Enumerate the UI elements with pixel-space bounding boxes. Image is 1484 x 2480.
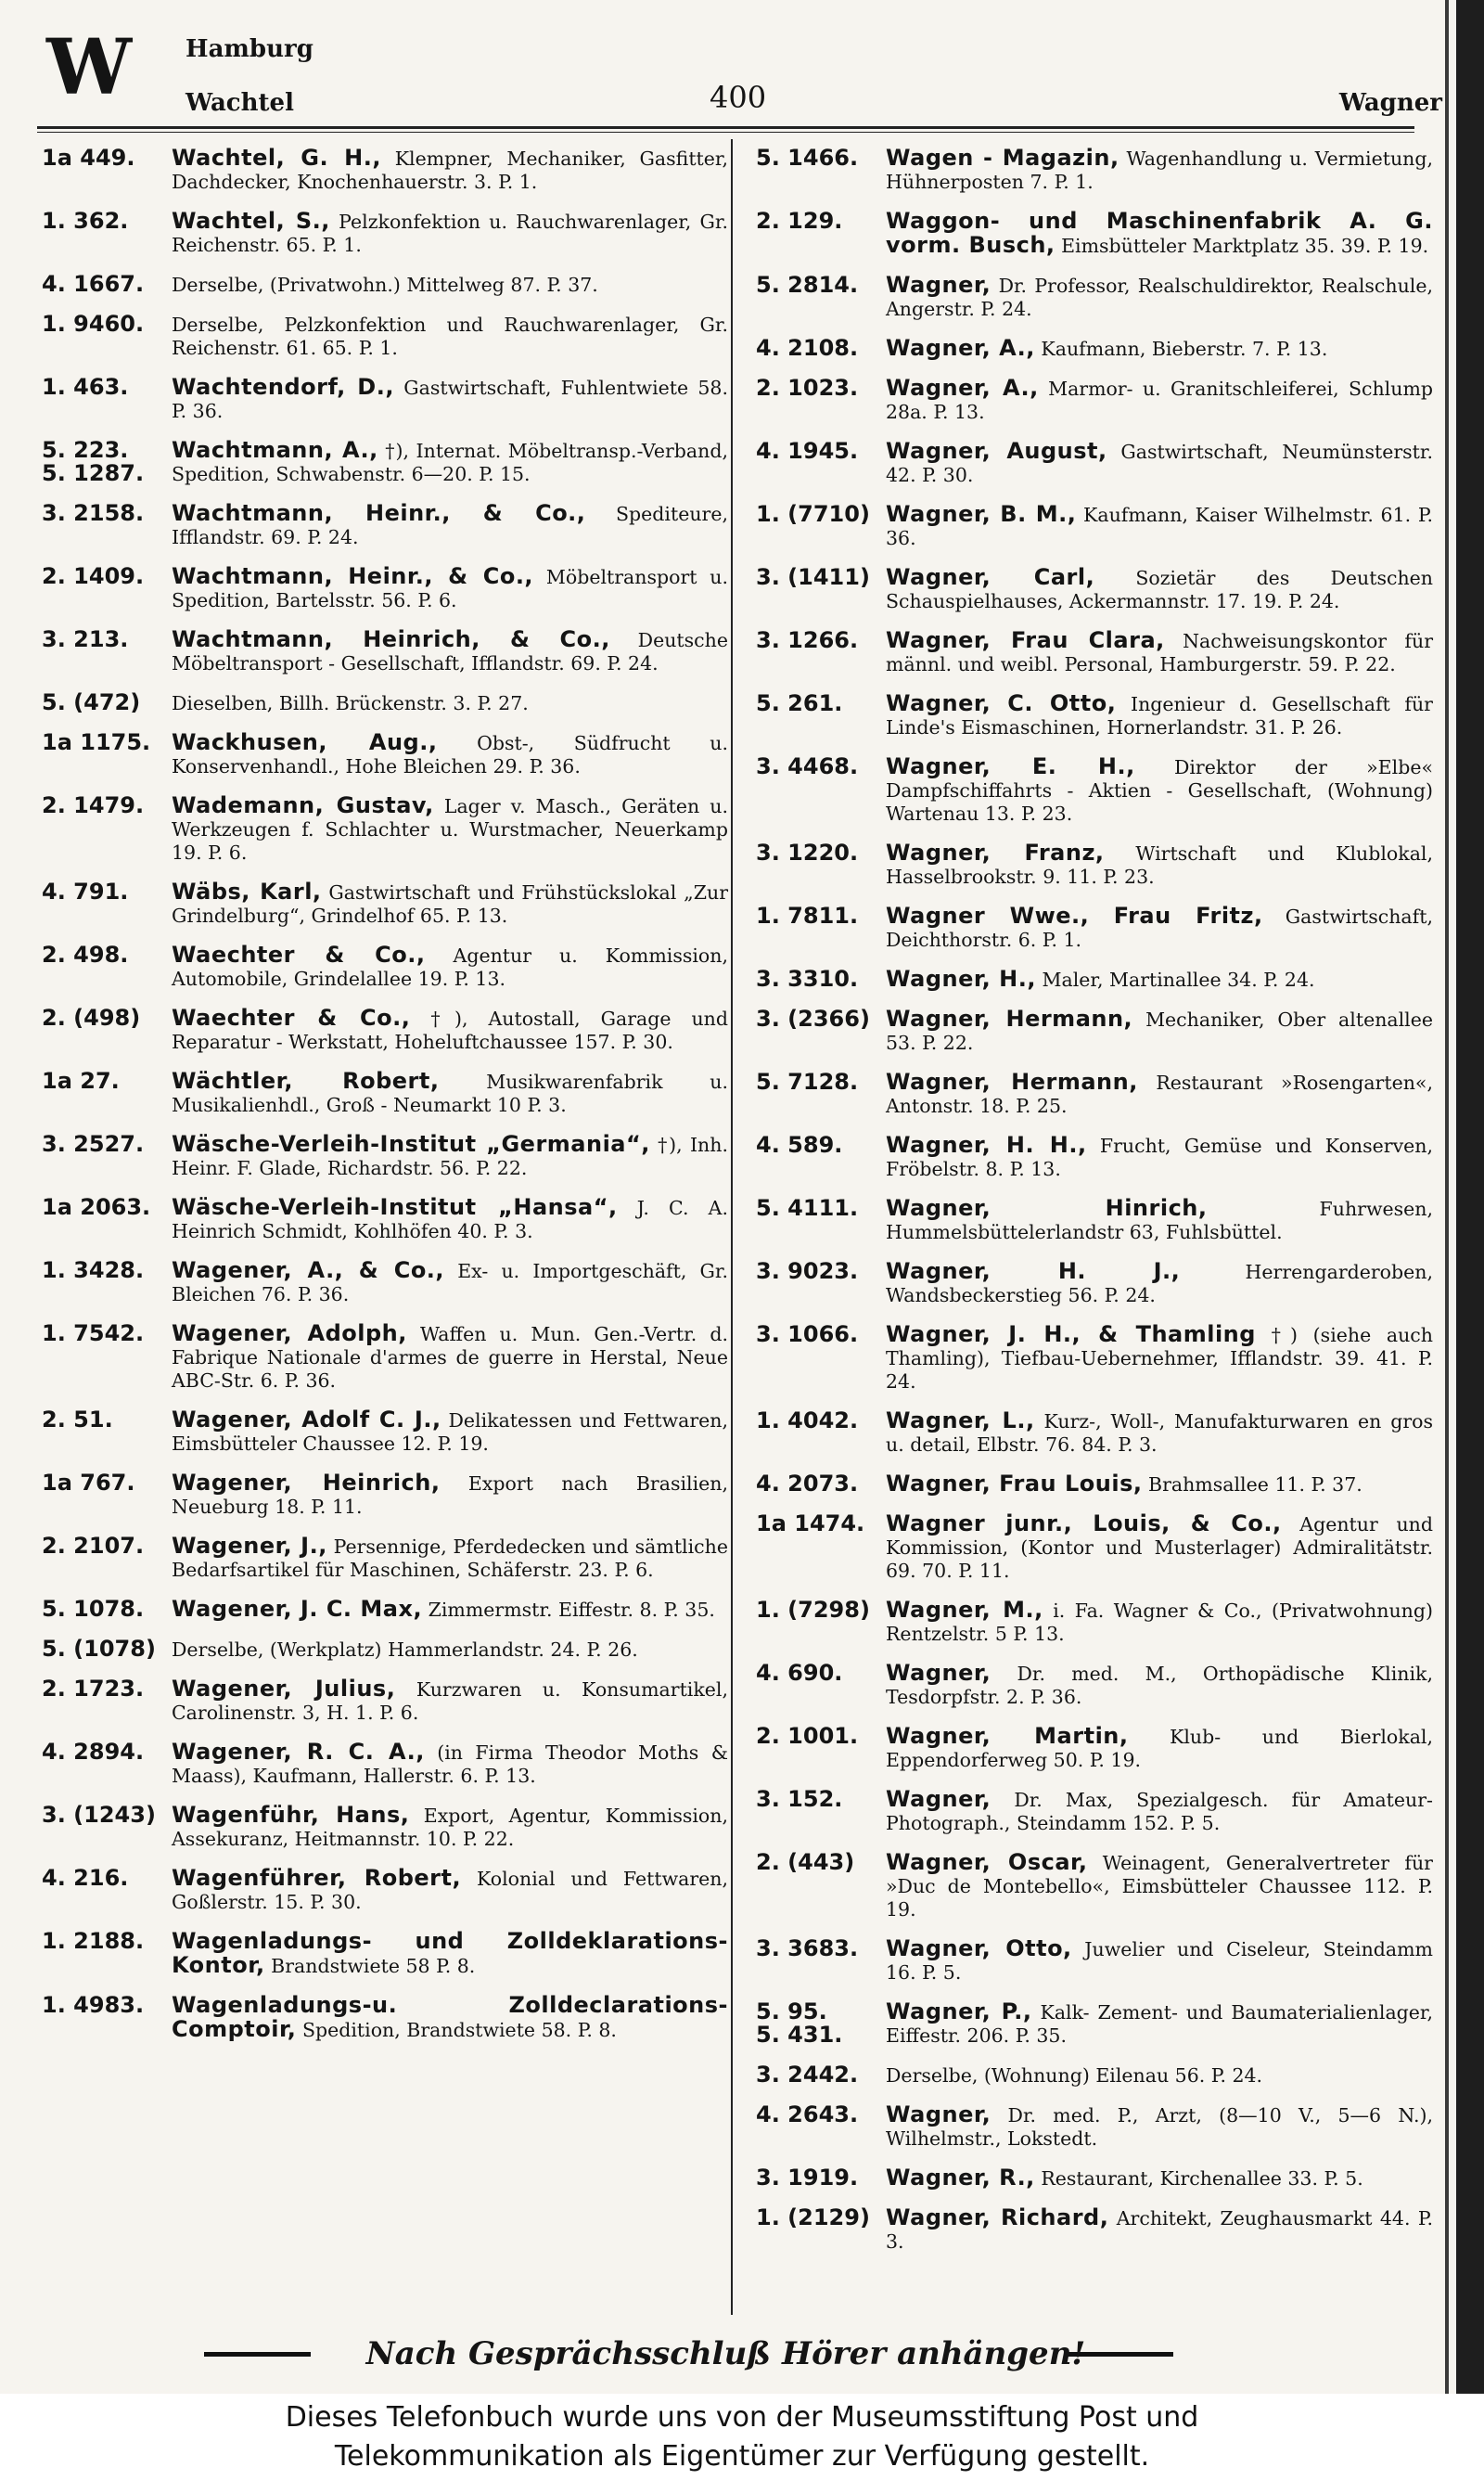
directory-entry: [756, 2063, 1433, 2088]
subscriber-name: Wagner, Frau Clara,: [886, 627, 1165, 653]
directory-entry: [42, 628, 728, 675]
phone-number: 2. 129.: [756, 208, 843, 234]
directory-entry: [756, 1851, 1433, 1921]
hang-up-notice: Nach Gesprächsschluß Hörer anhängen!: [365, 2335, 1086, 2372]
phone-number: 2. 498.: [42, 942, 129, 968]
phone-number: 1. (7298): [756, 1597, 870, 1623]
phone-number: 1a 449.: [42, 145, 135, 171]
subscriber-name: Wagner, R.,: [886, 2165, 1035, 2191]
subscriber-name: Wagenladungs-u. Zolldeclarations-Comptoir,: [172, 1992, 728, 2042]
subscriber-name: Wagner, B. M.,: [886, 501, 1077, 527]
directory-entry: [756, 147, 1433, 194]
directory-entry: [42, 1741, 728, 1788]
phone-number: 5. 7128.: [756, 1069, 859, 1095]
phone-number: 2. 1723.: [42, 1676, 145, 1702]
phone-number: 1. 4983.: [42, 1992, 145, 2018]
directory-entry: [756, 1472, 1433, 1497]
subscriber-name: Wachtel, G. H.,: [172, 145, 381, 171]
directory-entry: [42, 439, 728, 486]
entry-details: Frucht, Gemüse und Konserven, Fröbelstr. 8. P. 13.: [886, 1135, 1433, 1180]
directory-entry: [42, 944, 728, 991]
subscriber-name: Wagner, P.,: [886, 1998, 1032, 2024]
entry-details: Export, Agentur, Kommission, Assekuranz, Heitmannstr. 10. P. 22.: [172, 1805, 728, 1850]
entry-details: Waffen u. Mun. Gen.-Vertr. d. Fabrique Nationale d'armes de guerre in Herstal, Neue ABC-Str. 6. P. 36.: [172, 1323, 728, 1392]
city-name: Hamburg: [186, 35, 313, 63]
phone-number: 2. 51.: [42, 1407, 113, 1433]
phone-number: 3. 1066.: [756, 1321, 859, 1347]
subscriber-name: Wagner, A.,: [886, 335, 1035, 361]
directory-entry: [42, 1804, 728, 1851]
directory-entry: [42, 147, 728, 194]
entry-details: J. C. A. Heinrich Schmidt, Kohlhöfen 40. P. 3.: [172, 1197, 728, 1242]
phone-number: 3. 1220.: [756, 840, 859, 866]
subscriber-name: Wäsche-Verleih-Institut „Hansa“,: [172, 1194, 618, 1220]
directory-entry: [756, 503, 1433, 550]
directory-entry: [42, 1677, 728, 1725]
phone-number: 3. 1919.: [756, 2165, 859, 2191]
page-edge-line: [1445, 0, 1449, 2394]
entry-details: †), Inh. Heinr. F. Glade, Richardstr. 56. P. 22.: [172, 1134, 728, 1179]
subscriber-name: Wagner junr., Louis, & Co.,: [886, 1510, 1282, 1536]
phone-number: 1. 7542.: [42, 1320, 145, 1346]
directory-entry: [42, 210, 728, 257]
phone-number: 5. 1466.: [756, 145, 859, 171]
directory-entry: [756, 1512, 1433, 1583]
right-column: [756, 147, 1433, 2269]
caption-line-2: Telekommunikation als Eigentümer zur Verfügung gestellt.: [334, 2440, 1150, 2473]
directory-entry: [42, 1867, 728, 1914]
phone-number: 3. 2158.: [42, 500, 145, 526]
directory-entry: [756, 1008, 1433, 1055]
phone-number: 3. 3310.: [756, 966, 859, 992]
directory-entry: [42, 1408, 728, 1456]
entry-details: Agentur und Kommission, (Kontor und Musterlager) Admiralitätstr. 69. 70. P. 11.: [886, 1513, 1433, 1582]
subscriber-name: Wachtmann, Heinrich, & Co.,: [172, 626, 610, 652]
subscriber-name: Wagner, J. H., & Thamling: [886, 1321, 1256, 1347]
subscriber-name: Wagener, R. C. A.,: [172, 1739, 425, 1765]
entry-details: Kurzwaren u. Konsumartikel, Carolinenstr. 3, H. 1. P. 6.: [172, 1678, 728, 1724]
entry-details: Export nach Brasilien, Neueburg 18. P. 11.: [172, 1472, 728, 1518]
entry-details: Kaufmann, Bieberstr. 7. P. 13.: [1041, 338, 1328, 360]
directory-entry: [756, 337, 1433, 361]
phone-number: 3. 152.: [756, 1786, 843, 1812]
phone-number: 4. 690.: [756, 1660, 843, 1686]
phone-number: 1. 9460.: [42, 311, 145, 337]
directory-entry: [42, 1259, 728, 1306]
entry-details: Deutsche Möbeltransport - Gesellschaft, Ifflandstr. 69. P. 24.: [172, 629, 728, 675]
directory-entry: [42, 376, 728, 423]
subscriber-name: Wagner, E. H.,: [886, 753, 1135, 779]
subscriber-name: Wagner,: [886, 272, 991, 298]
entry-details: Brandstwiete 58 P. 8.: [271, 1955, 476, 1977]
phone-number: 3. 3683.: [756, 1935, 859, 1961]
subscriber-name: Wagner, Martin,: [886, 1723, 1129, 1749]
entry-details: Gastwirtschaft, Deichthorstr. 6. P. 1.: [886, 906, 1433, 951]
subscriber-name: Wagner, H. H.,: [886, 1132, 1087, 1158]
phone-number: 1a 27.: [42, 1068, 120, 1094]
entry-details: †) (siehe auch Thamling), Tiefbau-Uebernehmer, Ifflandstr. 39. 41. P. 24.: [886, 1324, 1433, 1393]
header-rule: [37, 126, 1414, 129]
subscriber-name: Wagner, Hinrich,: [886, 1195, 1208, 1221]
phone-number: 1. (2129): [756, 2204, 870, 2230]
page-header: [37, 23, 1452, 128]
phone-number: 1. 463.: [42, 374, 129, 400]
directory-entry: [42, 502, 728, 549]
directory-entry: [756, 210, 1433, 258]
phone-number: 5. 1078.: [42, 1596, 145, 1622]
entry-details: †), Internat. Möbeltransp.-Verband, Spedition, Schwabenstr. 6—20. P. 15.: [172, 440, 728, 485]
entry-details: Ingenieur d. Gesellschaft für Linde's Eismaschinen, Hornerlandstr. 31. P. 26.: [886, 693, 1433, 739]
subscriber-name: Wagenführ, Hans,: [172, 1802, 410, 1828]
subscriber-name: Wagener, Julius,: [172, 1676, 396, 1702]
directory-entry: [756, 629, 1433, 676]
entry-details: Dr. Professor, Realschuldirektor, Realschule, Angerstr. P. 24.: [886, 275, 1433, 320]
phone-number: 4. 2108.: [756, 335, 859, 361]
entry-details: †), Autostall, Garage und Reparatur - Werkstatt, Hoheluftchaussee 157. P. 30.: [172, 1008, 728, 1053]
directory-entry: [42, 1535, 728, 1582]
directory-entry: [42, 1133, 728, 1180]
entry-details: Gastwirtschaft und Frühstückslokal „Zur Grindelburg“, Grindelhof 65. P. 13.: [172, 881, 728, 927]
directory-entry: [756, 1937, 1433, 1985]
directory-entry: [42, 1930, 728, 1978]
directory-entry: [756, 1409, 1433, 1457]
directory-entry: [756, 274, 1433, 321]
directory-entry: [756, 2206, 1433, 2254]
entry-details: Klub- und Bierlokal, Eppendorferweg 50. P. 19.: [886, 1726, 1433, 1771]
phone-number: 3. (1411): [756, 564, 870, 590]
phone-number: 1. 362.: [42, 208, 129, 234]
entry-details: Marmor- u. Granitschleiferei, Schlump 28a. P. 13.: [886, 378, 1434, 423]
directory-entry: [756, 1599, 1433, 1646]
entry-details: Architekt, Zeughausmarkt 44. P. 3.: [886, 2207, 1434, 2253]
phone-number: 3. 2442.: [756, 2062, 859, 2088]
directory-entry: [42, 1994, 728, 2042]
directory-entry: [756, 755, 1433, 826]
directory-entry: [756, 1197, 1433, 1244]
entry-details: Maler, Martinallee 34. P. 24.: [1042, 969, 1315, 991]
phone-number: 4. 589.: [756, 1132, 843, 1158]
entry-details: Kaufmann, Kaiser Wilhelmstr. 61. P. 36.: [886, 504, 1433, 549]
entry-details: Restaurant, Kirchenallee 33. P. 5.: [1041, 2167, 1363, 2190]
directory-entry: [42, 273, 728, 297]
entry-details: Weinagent, Generalvertreter für »Duc de Montebello«, Eimsbütteler Chaussee 112. P. 19.: [886, 1852, 1433, 1921]
entry-details: Wirtschaft und Klublokal, Hasselbrookstr. 9. 11. P. 23.: [886, 842, 1433, 888]
subscriber-name: Wachtmann, Heinr., & Co.,: [172, 563, 534, 589]
entry-details: Dr. Max, Spezialgesch. für Amateur-Photograph., Steindamm 152. P. 5.: [886, 1789, 1433, 1834]
entry-details: Persennige, Pferdedecken und sämtliche Bedarfsartikel für Maschinen, Schäferstr. 23. P. 6.: [172, 1536, 728, 1581]
directory-entry: [756, 905, 1433, 952]
subscriber-name: Wagner, August,: [886, 438, 1107, 464]
caption-line-1: Dieses Telefonbuch wurde uns von der Museumsstiftung Post und: [285, 2401, 1199, 2434]
directory-entry: [756, 1260, 1433, 1307]
subscriber-name: Wagner, M.,: [886, 1597, 1043, 1623]
directory-entry: [42, 1070, 728, 1117]
entry-details: Brahmsallee 11. P. 37.: [1148, 1473, 1362, 1496]
phone-number: 3. 1266.: [756, 627, 859, 653]
entry-details: Ex- u. Importgeschäft, Gr. Bleichen 76. P. 36.: [172, 1260, 728, 1305]
entry-details: Derselbe, (Wohnung) Eilenau 56. P. 24.: [886, 2064, 1263, 2087]
entry-details: Obst-, Südfrucht u. Konservenhandl., Hohe Bleichen 29. P. 36.: [172, 732, 728, 777]
entry-details: Sozietär des Deutschen Schauspielhauses, Ackermannstr. 17. 19. P. 24.: [886, 567, 1433, 612]
phone-number: 4. 216.: [42, 1865, 129, 1891]
directory-entry: [42, 1471, 728, 1519]
subscriber-name: Wagner, Frau Louis,: [886, 1471, 1143, 1497]
phone-number: 1. 4042.: [756, 1407, 859, 1433]
directory-entry: [756, 2166, 1433, 2191]
directory-entry: [756, 1134, 1433, 1181]
entry-details: Agentur u. Kommission, Automobile, Grindelallee 19. P. 13.: [172, 944, 728, 990]
subscriber-name: Wagner,: [886, 2101, 991, 2127]
phone-number: 5. (1078): [42, 1636, 156, 1662]
directory-entry: [756, 842, 1433, 889]
donor-caption: [0, 2398, 1484, 2476]
subscriber-name: Wagner Wwe., Frau Fritz,: [886, 903, 1263, 929]
phone-number: 3. (2366): [756, 1006, 870, 1032]
phone-number: 4. 2643.: [756, 2101, 859, 2127]
entry-details: Pelzkonfektion u. Rauchwarenlager, Gr. Reichenstr. 65. P. 1.: [172, 211, 728, 256]
directory-entry: [42, 313, 728, 360]
left-column: [42, 147, 728, 2058]
first-keyword: Wachtel: [186, 89, 294, 117]
directory-entry: [756, 692, 1433, 739]
directory-entry: [756, 2000, 1433, 2048]
subscriber-name: Wagener, A., & Co.,: [172, 1257, 445, 1283]
entry-details: (in Firma Theodor Moths & Maass), Kaufmann, Hallerstr. 6. P. 13.: [172, 1741, 728, 1787]
entry-details: Musikwarenfabrik u. Musikalienhdl., Groß - Neumarkt 10 P. 3.: [172, 1071, 728, 1116]
phone-number: 1a 1474.: [756, 1510, 865, 1536]
subscriber-name: Wagner, A.,: [886, 375, 1039, 401]
directory-entry: [756, 968, 1433, 992]
entry-details: Möbeltransport u. Spedition, Bartelsstr. 56. P. 6.: [172, 566, 728, 611]
entry-details: Mechaniker, Ober altenallee 53. P. 22.: [886, 1009, 1434, 1054]
entry-details: Dr. med. M., Orthopädische Klinik, Tesdorpfstr. 2. P. 36.: [886, 1663, 1433, 1708]
directory-entry: [42, 1196, 728, 1243]
last-keyword: Wagner: [1338, 89, 1442, 117]
entry-details: Wagenhandlung u. Vermietung, Hühnerposten 7. P. 1.: [886, 148, 1433, 193]
entry-details: Nachweisungskontor für männl. und weibl. Personal, Hamburgerstr. 59. P. 22.: [886, 630, 1433, 675]
phone-number: 3. (1243): [42, 1802, 156, 1828]
directory-entry: [756, 440, 1433, 487]
directory-entry: [42, 1322, 728, 1393]
subscriber-name: Wagner, Richard,: [886, 2204, 1109, 2230]
subscriber-name: Wagener, J.,: [172, 1533, 327, 1559]
phone-number: 3. 4468.: [756, 753, 859, 779]
phone-number: 1. 7811.: [756, 903, 859, 929]
entry-details: Derselbe, (Werkplatz) Hammerlandstr. 24. P. 26.: [172, 1638, 638, 1661]
phone-number: 2. (443): [756, 1849, 855, 1875]
subscriber-name: Wademann, Gustav,: [172, 792, 434, 818]
phone-number: 3. 213.: [42, 626, 129, 652]
phone-number: 2. 1479.: [42, 792, 145, 818]
directory-entry: [42, 880, 728, 928]
subscriber-name: Wagner, Franz,: [886, 840, 1105, 866]
entry-details: Herrengarderoben, Wandsbeckerstieg 56. P. 24.: [886, 1261, 1433, 1306]
subscriber-name: Wachtmann, A.,: [172, 437, 378, 463]
subscriber-name: Wagen - Magazin,: [886, 145, 1119, 171]
entry-details: Eimsbütteler Marktplatz 35. 39. P. 19.: [1061, 235, 1429, 257]
subscriber-name: Wächtler, Robert,: [172, 1068, 440, 1094]
phone-number: 2. 1023.: [756, 375, 859, 401]
phone-number: 2. 2107.: [42, 1533, 145, 1559]
phone-number: 1a 1175.: [42, 729, 151, 755]
phone-number: 5. 223. 5. 1287.: [42, 437, 145, 486]
phone-number: 2. (498): [42, 1005, 141, 1031]
directory-entry: [756, 1071, 1433, 1118]
subscriber-name: Wäbs, Karl,: [172, 879, 322, 905]
directory-entry: [756, 2103, 1433, 2151]
entry-details: Kolonial und Fettwaren, Goßlerstr. 15. P. 30.: [172, 1868, 728, 1913]
page-number: 400: [710, 80, 767, 115]
subscriber-name: Wachtel, S.,: [172, 208, 330, 234]
entry-details: Delikatessen und Fettwaren, Eimsbütteler Chaussee 12. P. 19.: [172, 1409, 728, 1455]
entry-details: Fuhrwesen, Hummelsbüttelerlandstr 63, Fuhlsbüttel.: [886, 1198, 1433, 1243]
entry-details: Derselbe, (Privatwohn.) Mittelweg 87. P. 37.: [172, 274, 598, 296]
phone-number: 3. 2527.: [42, 1131, 145, 1157]
subscriber-name: Wackhusen, Aug.,: [172, 729, 438, 755]
subscriber-name: Wagenführer, Robert,: [172, 1865, 462, 1891]
entry-details: Derselbe, Pelzkonfektion und Rauchwarenlager, Gr. Reichenstr. 61. 65. P. 1.: [172, 314, 728, 359]
phone-number: 5. 2814.: [756, 272, 859, 298]
entry-details: Spediteure, Ifflandstr. 69. P. 24.: [172, 503, 728, 548]
directory-entry: [756, 566, 1433, 613]
entry-details: Kalk- Zement- und Baumaterialienlager, Eiffestr. 206. P. 35.: [886, 2001, 1433, 2047]
directory-entry: [42, 1598, 728, 1622]
page-edge: [1456, 0, 1484, 2394]
directory-entry: [756, 1725, 1433, 1772]
subscriber-name: Wagner, Oscar,: [886, 1849, 1088, 1875]
entry-details: Lager v. Masch., Geräten u. Werkzeugen f. Schlachter u. Wurstmacher, Neuerkamp 19. P. 6.: [172, 795, 728, 864]
subscriber-name: Waechter & Co.,: [172, 942, 426, 968]
subscriber-name: Wagner, C. Otto,: [886, 690, 1117, 716]
directory-entry: [756, 377, 1433, 424]
subscriber-name: Wagner, H.,: [886, 966, 1036, 992]
phone-number: 1a 767.: [42, 1470, 135, 1496]
phone-number: 1a 2063.: [42, 1194, 151, 1220]
directory-entry: [756, 1323, 1433, 1394]
entry-details: Dr. med. P., Arzt, (8—10 V., 5—6 N.), Wilhelmstr., Lokstedt.: [886, 2104, 1433, 2150]
subscriber-name: Wagner,: [886, 1660, 991, 1686]
subscriber-name: Wagener, J. C. Max,: [172, 1596, 423, 1622]
phone-number: 4. 1667.: [42, 271, 145, 297]
entry-details: Gastwirtschaft, Neumünsterstr. 42. P. 30.: [886, 441, 1433, 486]
entry-details: Restaurant »Rosengarten«, Antonstr. 18. P. 25.: [886, 1072, 1433, 1117]
subscriber-name: Waggon- und Maschinenfabrik A. G. vorm. Busch,: [886, 208, 1433, 258]
entry-details: Gastwirtschaft, Fuhlentwiete 58. P. 36.: [172, 377, 728, 422]
subscriber-name: Waechter & Co.,: [172, 1005, 411, 1031]
phone-number: 2. 1001.: [756, 1723, 859, 1749]
phone-number: 5. (472): [42, 689, 141, 715]
subscriber-name: Wagenladungs- und Zolldeklarations-Kontor,: [172, 1928, 728, 1978]
subscriber-name: Wagener, Adolph,: [172, 1320, 407, 1346]
directory-entry: [756, 1662, 1433, 1709]
entry-details: Zimmermstr. Eiffestr. 8. P. 35.: [428, 1599, 715, 1621]
entry-details: Juwelier und Ciseleur, Steindamm 16. P. 5.: [886, 1938, 1433, 1984]
subscriber-name: Wagener, Adolf C. J.,: [172, 1407, 441, 1433]
subscriber-name: Wachtendorf, D.,: [172, 374, 394, 400]
entry-details: Spedition, Brandstwiete 58. P. 8.: [301, 2019, 617, 2041]
subscriber-name: Wagner,: [886, 1786, 991, 1812]
phone-number: 4. 791.: [42, 879, 129, 905]
subscriber-name: Wagner, H. J.,: [886, 1258, 1181, 1284]
phone-number: 4. 1945.: [756, 438, 859, 464]
subscriber-name: Wagner, Hermann,: [886, 1006, 1133, 1032]
subscriber-name: Wagner, Otto,: [886, 1935, 1072, 1961]
directory-entry: [42, 565, 728, 612]
directory-entry: [42, 1638, 728, 1662]
phone-number: 1. (7710): [756, 501, 870, 527]
phone-number: 1. 2188.: [42, 1928, 145, 1954]
subscriber-name: Wachtmann, Heinr., & Co.,: [172, 500, 586, 526]
phone-number: 5. 95. 5. 431.: [756, 1998, 843, 2048]
directory-entry: [42, 731, 728, 778]
entry-details: Kurz-, Woll-, Manufakturwaren en gros u. detail, Elbstr. 76. 84. P. 3.: [886, 1410, 1433, 1456]
phone-number: 5. 4111.: [756, 1195, 859, 1221]
entry-details: i. Fa. Wagner & Co., (Privatwohnung) Rentzelstr. 5 P. 13.: [886, 1600, 1433, 1645]
header-rule-thin: [37, 132, 1414, 133]
entry-details: Dieselben, Billh. Brückenstr. 3. P. 27.: [172, 692, 529, 714]
phone-number: 4. 2073.: [756, 1471, 859, 1497]
phone-number: 1. 3428.: [42, 1257, 145, 1283]
subscriber-name: Wagner, Hermann,: [886, 1069, 1138, 1095]
subscriber-name: Wagener, Heinrich,: [172, 1470, 441, 1496]
subscriber-name: Wäsche-Verleih-Institut „Germania“,: [172, 1131, 650, 1157]
footer-notice: [37, 2333, 1414, 2380]
directory-entry: [756, 1788, 1433, 1835]
directory-entry: [42, 794, 728, 865]
column-divider: [731, 139, 733, 2315]
entry-details: Klempner, Mechaniker, Gasfitter, Dachdecker, Knochenhauerstr. 3. P. 1.: [172, 148, 728, 193]
entry-details: Direktor der »Elbe« Dampfschiffahrts - Aktien - Gesellschaft, (Wohnung) Wartenau 13. P. 23.: [886, 756, 1433, 825]
directory-entry: [42, 1007, 728, 1054]
subscriber-name: Wagner, L.,: [886, 1407, 1035, 1433]
subscriber-name: Wagner, Carl,: [886, 564, 1095, 590]
phone-number: 4. 2894.: [42, 1739, 145, 1765]
phone-number: 5. 261.: [756, 690, 843, 716]
phone-number: 2. 1409.: [42, 563, 145, 589]
directory-entry: [42, 691, 728, 715]
section-letter: W: [46, 23, 131, 112]
phone-number: 3. 9023.: [756, 1258, 859, 1284]
